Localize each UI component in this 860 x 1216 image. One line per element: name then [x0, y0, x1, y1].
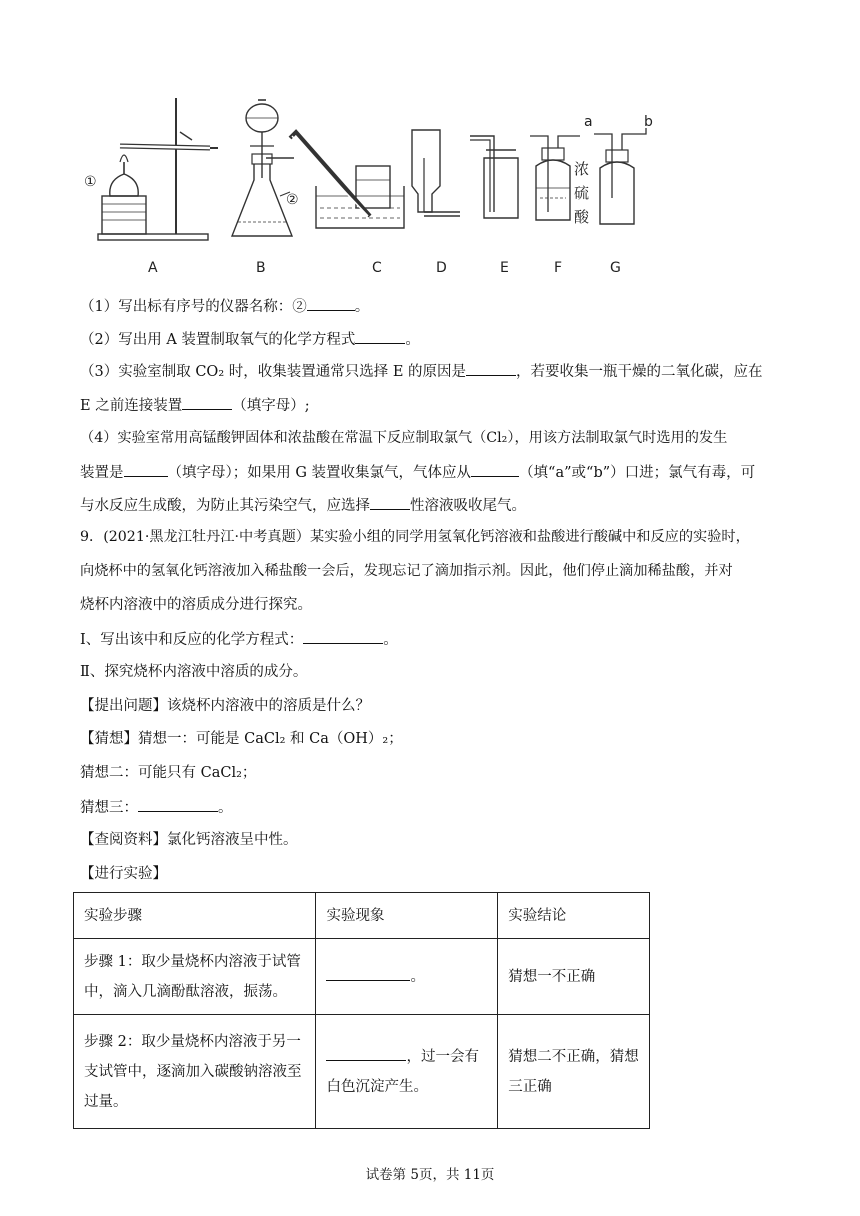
apparatus-d	[412, 130, 460, 216]
q3-text-b: ，若要收集一瓶干燥的二氧化碳，应在	[516, 364, 763, 380]
guess3-end: 。	[218, 800, 233, 816]
label-c: C	[372, 260, 382, 276]
marker-1: ①	[84, 174, 97, 190]
row1-conclusion: 猜想一不正确	[498, 939, 650, 1015]
apparatus-g	[594, 128, 646, 224]
header-phenomenon: 实验现象	[316, 893, 498, 939]
q9-guess-2: 猜想二：可能只有 CaCl₂；	[80, 765, 257, 781]
row2-blank	[326, 1046, 406, 1061]
experiment-table	[73, 892, 650, 1129]
f-text-2: 硫	[574, 184, 590, 202]
marker-2: ②	[286, 192, 299, 208]
label-g: G	[610, 260, 621, 276]
part1-end: 。	[383, 632, 398, 648]
row2-conclusion: 猜想二不正确，猜想三正确	[498, 1015, 650, 1129]
q4-line-1	[80, 428, 780, 448]
q1-end: 。	[354, 299, 370, 315]
q9-experiment: 【进行实验】	[80, 866, 167, 882]
row2-phenomenon	[316, 1015, 498, 1129]
table-row	[74, 1015, 650, 1129]
f-text-1: 浓	[574, 160, 590, 178]
guess3-text: 猜想三：	[80, 800, 138, 816]
part1-blank	[303, 629, 383, 644]
q3-text-d: （填字母）;	[232, 398, 310, 414]
q4-text-a: （4）实验室常用高锰酸钾固体和浓盐酸在常温下反应制取氯气（Cl₂），用该方法制取氯气时选用的发生	[80, 430, 728, 446]
q4-blank-2	[471, 462, 519, 477]
q9-intro-1: 9．(2021·黑龙江牡丹江·中考真题）某实验小组的同学用氢氧化钙溶液和盐酸进行酸碱中和反应的实验时，	[80, 529, 750, 545]
q4-text-c: （填字母）；如果用 G 装置收集氯气，气体应从	[167, 465, 472, 481]
q2-text: （2）写出用 A 装置制取氧气的化学方程式	[80, 332, 356, 348]
q3-line-2	[80, 395, 780, 416]
q1-blank	[307, 296, 355, 311]
q3-text-c: E 之前连接装置	[80, 398, 183, 414]
q3-blank-2	[182, 395, 232, 410]
q9-guess-3	[80, 797, 780, 818]
q4-line-3	[80, 495, 780, 516]
page-footer: 试卷第 5页，共 11页	[365, 1167, 495, 1183]
q4-text-f: 性溶液吸收尾气。	[410, 498, 526, 514]
q1-text: （1）写出标有序号的仪器名称：②	[80, 299, 307, 315]
apparatus-c	[290, 132, 404, 228]
row2-phenomenon-end: ，过一会有白色沉淀产生。	[326, 1048, 479, 1095]
label-a: A	[148, 260, 158, 276]
q3-blank-1	[466, 361, 516, 376]
label-b: B	[256, 260, 266, 276]
q9-part-2: Ⅱ、探究烧杯内溶液中溶质的成分。	[80, 664, 308, 680]
q4-line-2	[80, 462, 780, 483]
table-header-row	[74, 893, 650, 939]
row1-phenomenon	[316, 939, 498, 1015]
q9-intro-3: 烧杯内溶液中的溶质成分进行探究。	[80, 597, 312, 613]
apparatus-f	[530, 136, 580, 220]
q3-text-a: （3）实验室制取 CO₂ 时，收集装置通常只选择 E 的原因是	[80, 364, 467, 380]
tube-a-label: a	[584, 114, 593, 130]
label-f: F	[554, 260, 563, 276]
f-text-3: 酸	[574, 208, 590, 226]
label-d: D	[436, 260, 447, 276]
header-step: 实验步骤	[74, 893, 316, 939]
tube-b-label: b	[644, 114, 653, 130]
row1-step: 步骤 1：取少量烧杯内溶液于试管中，滴入几滴酚酞溶液，振荡。	[74, 939, 316, 1015]
part1-text: Ⅰ、写出该中和反应的化学方程式：	[80, 632, 304, 648]
q4-text-d: （填“a”或“b”）口进；氯气有毒，可	[519, 465, 756, 481]
q9-guess-1: 【猜想】猜想一：可能是 CaCl₂ 和 Ca（OH）₂；	[80, 731, 403, 747]
q2-line	[80, 329, 780, 350]
apparatus-figure	[80, 88, 780, 280]
header-conclusion: 实验结论	[498, 893, 650, 939]
row2-step: 步骤 2：取少量烧杯内溶液于另一支试管中，逐滴加入碳酸钠溶液至过量。	[74, 1015, 316, 1129]
table-row	[74, 939, 650, 1015]
q4-text-e: 与水反应生成酸，为防止其污染空气，应选择	[80, 498, 370, 514]
q4-blank-1	[124, 462, 168, 477]
apparatus-drawing	[80, 88, 780, 248]
apparatus-a	[98, 98, 218, 240]
row1-phenomenon-end: 。	[410, 968, 425, 985]
q9-question: 【提出问题】该烧杯内溶液中的溶质是什么？	[80, 698, 370, 714]
q2-blank	[355, 329, 405, 344]
apparatus-b	[232, 100, 294, 236]
q1-line	[80, 296, 780, 317]
q9-intro-2: 向烧杯中的氢氧化钙溶液加入稀盐酸一会后，发现忘记了滴加指示剂。因此，他们停止滴加稀盐酸，并对	[80, 563, 733, 579]
q4-blank-3	[370, 495, 410, 510]
q2-end: 。	[405, 332, 420, 348]
guess3-blank	[138, 797, 218, 812]
q9-info: 【查阅资料】氯化钙溶液呈中性。	[80, 832, 298, 848]
row1-blank	[326, 966, 410, 981]
q4-text-b: 装置是	[80, 465, 124, 481]
apparatus-e	[470, 136, 518, 218]
q9-part-1	[80, 629, 780, 650]
q3-line-1	[80, 361, 780, 382]
label-e: E	[500, 260, 509, 276]
